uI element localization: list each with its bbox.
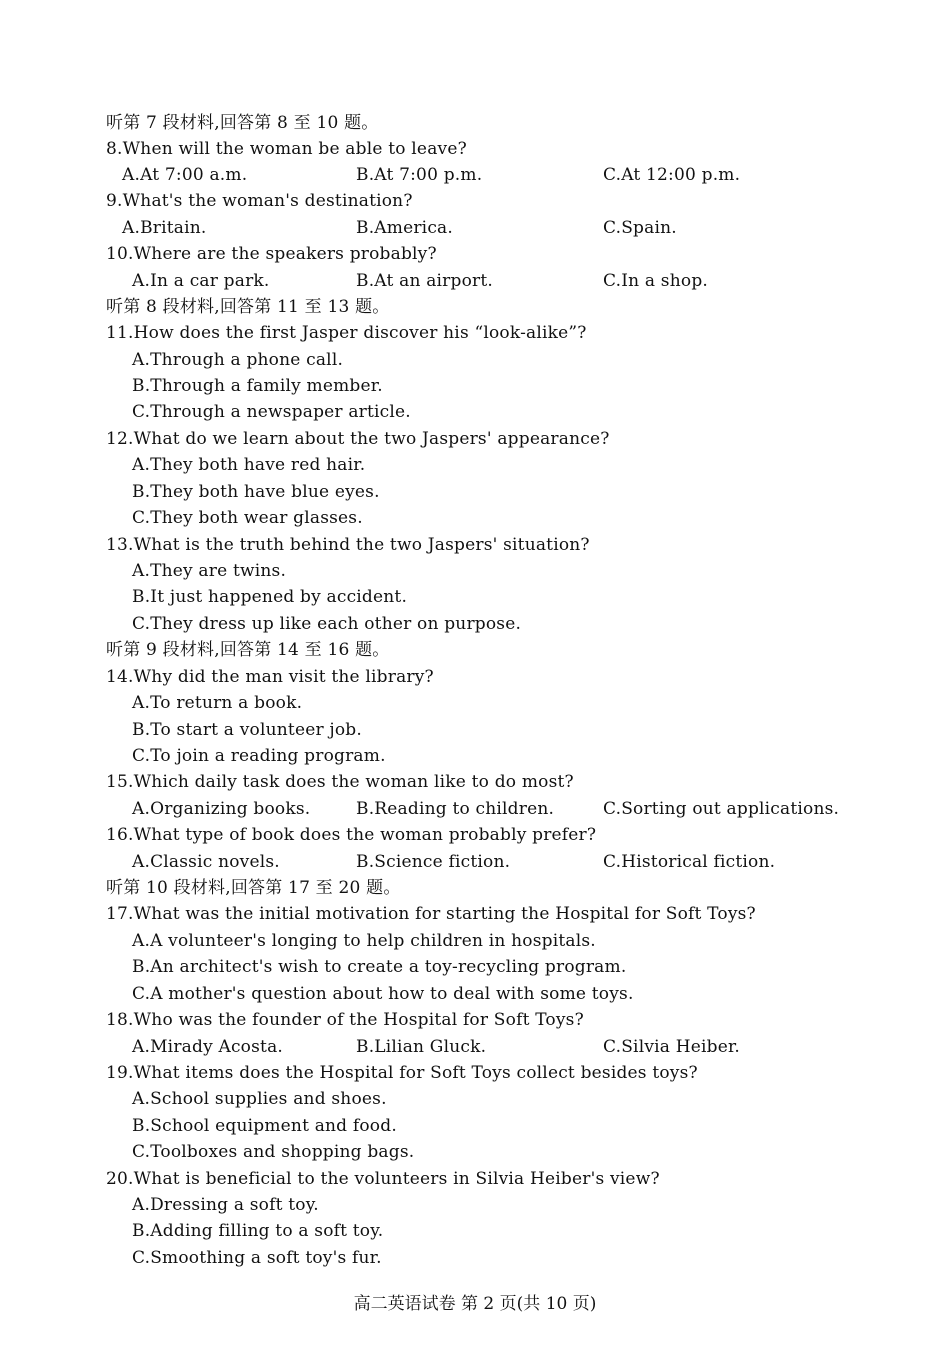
q17-option-c: C.A mother's question about how to deal with some toys. [132, 984, 634, 1004]
q9-option-b: B.America. [356, 218, 453, 238]
question-9-options [122, 215, 902, 241]
q10-option-b: B.At an airport. [356, 271, 493, 291]
question-12-stem: 12.What do we learn about the two Jaspers' appearance? [106, 429, 610, 449]
q10-option-c: C.In a shop. [603, 271, 709, 291]
section-heading-7: 听第 7 段材料,回答第 8 至 10 题。 [106, 113, 379, 133]
q18-option-a: A.Mirady Acosta. [132, 1037, 284, 1057]
q13-option-b: B.It just happened by accident. [132, 587, 408, 607]
question-18-stem: 18.Who was the founder of the Hospital for Soft Toys? [106, 1010, 584, 1030]
question-10-stem: 10.Where are the speakers probably? [106, 244, 437, 264]
q8-option-b: B.At 7:00 p.m. [356, 165, 483, 185]
section-heading-8: 听第 8 段材料,回答第 11 至 13 题。 [106, 297, 390, 317]
q8-option-c: C.At 12:00 p.m. [603, 165, 741, 185]
q10-option-a: A.In a car park. [132, 271, 270, 291]
q11-option-a: A.Through a phone call. [132, 350, 344, 370]
q18-option-c: C.Silvia Heiber. [603, 1037, 741, 1057]
q20-option-a: A.Dressing a soft toy. [132, 1195, 319, 1215]
question-15-stem: 15.Which daily task does the woman like to do most? [106, 772, 574, 792]
q13-option-c: C.They dress up like each other on purpose. [132, 614, 522, 634]
q19-option-c: C.Toolboxes and shopping bags. [132, 1142, 415, 1162]
section-heading-9: 听第 9 段材料,回答第 14 至 16 题。 [106, 640, 390, 660]
q19-option-a: A.School supplies and shoes. [132, 1089, 387, 1109]
q11-option-c: C.Through a newspaper article. [132, 402, 411, 422]
question-14-stem: 14.Why did the man visit the library? [106, 667, 434, 687]
question-11-stem: 11.How does the first Jasper discover his “look-alike”? [106, 323, 587, 343]
question-20-stem: 20.What is beneficial to the volunteers in Silvia Heiber's view? [106, 1169, 660, 1189]
q9-option-c: C.Spain. [603, 218, 677, 238]
page-footer: 高二英语试卷 第 2 页(共 10 页) [353, 1294, 597, 1314]
question-15-options [132, 796, 912, 822]
question-19-stem: 19.What items does the Hospital for Soft Toys collect besides toys? [106, 1063, 698, 1083]
q17-option-a: A.A volunteer's longing to help children in hospitals. [132, 931, 596, 951]
q20-option-b: B.Adding filling to a soft toy. [132, 1221, 384, 1241]
question-9-stem: 9.What's the woman's destination? [106, 191, 413, 211]
q18-option-b: B.Lilian Gluck. [356, 1037, 487, 1057]
question-16-stem: 16.What type of book does the woman probably prefer? [106, 825, 597, 845]
q14-option-b: B.To start a volunteer job. [132, 720, 362, 740]
question-13-stem: 13.What is the truth behind the two Jaspers' situation? [106, 535, 590, 555]
q16-option-b: B.Science fiction. [356, 852, 511, 872]
q17-option-b: B.An architect's wish to create a toy-recycling program. [132, 957, 627, 977]
question-8-options [122, 162, 902, 188]
q9-option-a: A.Britain. [122, 218, 207, 238]
q15-option-a: A.Organizing books. [132, 799, 311, 819]
q12-option-b: B.They both have blue eyes. [132, 482, 380, 502]
q15-option-c: C.Sorting out applications. [603, 799, 840, 819]
question-10-options [132, 268, 912, 294]
q14-option-c: C.To join a reading program. [132, 746, 386, 766]
q16-option-c: C.Historical fiction. [603, 852, 776, 872]
q14-option-a: A.To return a book. [132, 693, 303, 713]
q8-option-a: A.At 7:00 a.m. [122, 165, 248, 185]
question-8-stem: 8.When will the woman be able to leave? [106, 139, 467, 159]
q19-option-b: B.School equipment and food. [132, 1116, 397, 1136]
q16-option-a: A.Classic novels. [132, 852, 280, 872]
q12-option-a: A.They both have red hair. [132, 455, 366, 475]
q12-option-c: C.They both wear glasses. [132, 508, 363, 528]
section-heading-10: 听第 10 段材料,回答第 17 至 20 题。 [106, 878, 401, 898]
question-18-options [132, 1034, 912, 1060]
q13-option-a: A.They are twins. [132, 561, 287, 581]
question-16-options [132, 849, 912, 875]
q20-option-c: C.Smoothing a soft toy's fur. [132, 1248, 382, 1268]
q11-option-b: B.Through a family member. [132, 376, 383, 396]
q15-option-b: B.Reading to children. [356, 799, 555, 819]
question-17-stem: 17.What was the initial motivation for starting the Hospital for Soft Toys? [106, 904, 756, 924]
